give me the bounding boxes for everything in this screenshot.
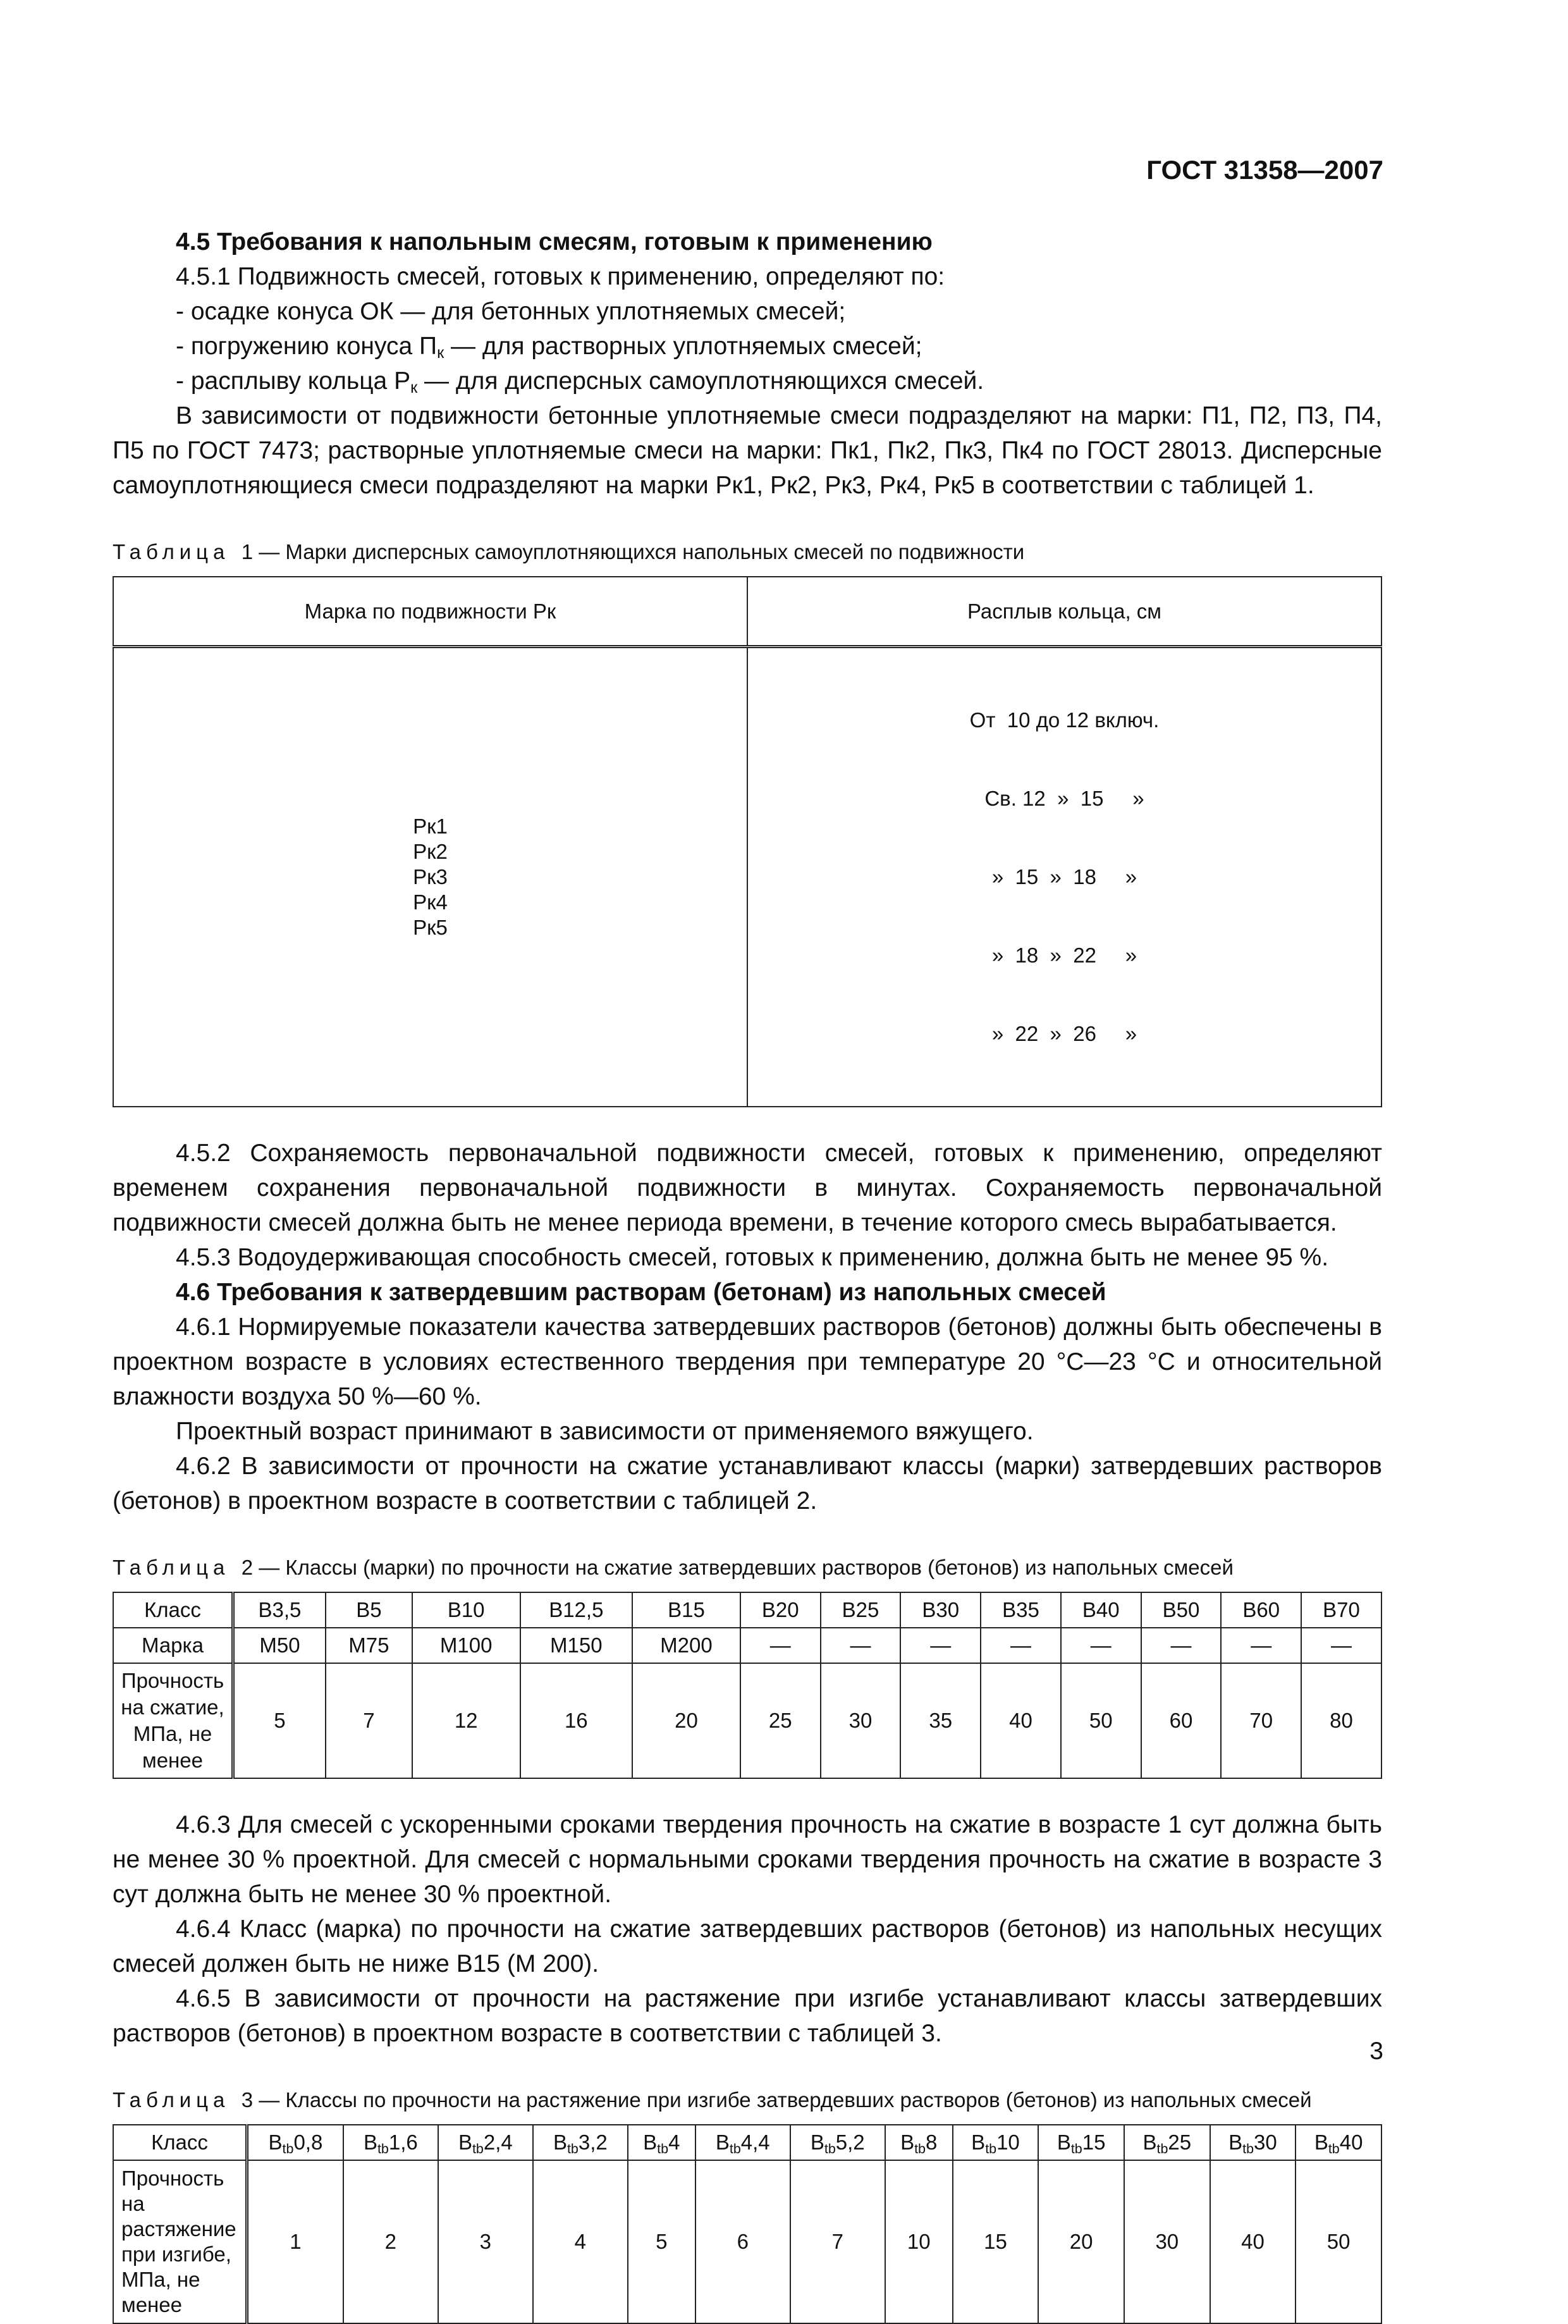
table1-header-spread: Расплыв кольца, см — [747, 577, 1381, 647]
table3-class-cell: $В_{tb}8$ — [885, 2125, 953, 2160]
table2-class-cell: В15 — [632, 1592, 740, 1628]
table2-class-cell: В25 — [821, 1592, 901, 1628]
table2-class-cell: В12,5 — [520, 1592, 633, 1628]
table2-class-cell: В10 — [412, 1592, 520, 1628]
table2-class-cell: В5 — [326, 1592, 412, 1628]
section-4-5-heading: 4.5 Требования к напольным смесям, готовым к применению — [176, 228, 933, 255]
table1-grade: Рк5 — [413, 916, 448, 939]
table2-mark-cell: М75 — [326, 1628, 412, 1663]
table3-strength-cell: 50 — [1295, 2160, 1381, 2323]
table1-header-grade: Марка по подвижности Рк — [113, 577, 747, 647]
table1-grade: Рк3 — [413, 865, 448, 888]
table3-class-cell: $В_{tb}5,2$ — [790, 2125, 885, 2160]
table2-class-cell: В70 — [1301, 1592, 1381, 1628]
paragraph-4-6-5: 4.6.5 В зависимости от прочности на растяжение при изгибе устанавливают классы затвердевших растворов (бетонов) в проектном возрасте в соответствии с таблицей 3. — [113, 1985, 1382, 2047]
table2-strength-cell: 50 — [1061, 1663, 1141, 1778]
table2-strength-cell: 30 — [821, 1663, 901, 1778]
table3-class-cell: $В_{tb}0,8$ — [247, 2125, 343, 2160]
bullet-cone-slump: - осадке конуса ОК — для бетонных уплотняемых смесей; — [176, 298, 846, 325]
table3-strength-cell: 10 — [885, 2160, 953, 2323]
table2-strength-cell: 12 — [412, 1663, 520, 1778]
paragraph-4-6-3: 4.6.3 Для смесей с ускоренными сроками твердения прочность на сжатие в возрасте 1 сут должна быть не менее 30 % проектной. Для смесей с нормальными сроками твердения прочность на сжатие в возрасте 3 сут должна быть не менее 30 % проектной. — [113, 1811, 1382, 1908]
table3-strength-cell: 20 — [1038, 2160, 1124, 2323]
table3-strength-cell: 1 — [247, 2160, 343, 2323]
table1-spread — [747, 647, 1381, 1107]
table3-class-cell: $В_{tb}10$ — [953, 2125, 1039, 2160]
bullet-ring-spread: - расплыву кольца $Р_к$ — для дисперсных самоуплотняющихся смесей. — [176, 367, 984, 397]
table3-class-cell: $В_{tb}1,6$ — [343, 2125, 438, 2160]
table2-class-cell: В20 — [740, 1592, 821, 1628]
table2-strength-cell: 70 — [1221, 1663, 1301, 1778]
table3-class-cell: $В_{tb}40$ — [1295, 2125, 1381, 2160]
table1-spread-value: Св. 12 » 15 » — [984, 787, 1144, 810]
table2 — [113, 1592, 1382, 1779]
paragraph-4-6-4: 4.6.4 Класс (марка) по прочности на сжатие затвердевших растворов (бетонов) из напольных несущих смесей должен быть не ниже В15 (М 200). — [113, 1915, 1382, 1977]
table2-mark-cell: — — [900, 1628, 981, 1663]
table3 — [113, 2124, 1382, 2324]
table1-spread-value: » 18 » 22 » — [991, 944, 1137, 967]
table3-row-class — [113, 2125, 1381, 2160]
table2-class-cell: В30 — [900, 1592, 981, 1628]
table2-mark-cell: — — [981, 1628, 1061, 1663]
table1-grades — [113, 647, 747, 1107]
table2-strength-cell: 20 — [632, 1663, 740, 1778]
table1-caption: Таблица 1 — Марки дисперсных самоуплотняющихся напольных смесей по подвижности — [113, 540, 1025, 563]
table2-mark-cell: — — [1141, 1628, 1222, 1663]
table3-class-cell: $В_{tb}25$ — [1124, 2125, 1210, 2160]
table3-strength-cell: 3 — [438, 2160, 533, 2323]
table2-strength-cell: 40 — [981, 1663, 1061, 1778]
table2-caption: Таблица 2 — Классы (марки) по прочности на сжатие затвердевших растворов (бетонов) из напольных смесей — [113, 1556, 1234, 1579]
paragraph-design-age: Проектный возраст принимают в зависимости от применяемого вяжущего. — [176, 1418, 1034, 1445]
page-number: 3 — [1369, 2038, 1383, 2065]
table1-grade: Рк4 — [413, 890, 448, 914]
table3-strength-cell: 2 — [343, 2160, 438, 2323]
table2-class-cell: В3,5 — [233, 1592, 326, 1628]
paragraph-4-5-3: 4.5.3 Водоудерживающая способность смесей, готовых к применению, должна быть не менее 95 %. — [176, 1244, 1329, 1271]
table2-mark-cell: — — [821, 1628, 901, 1663]
table2-row-mark — [113, 1628, 1381, 1663]
table1-grade: Рк1 — [413, 815, 448, 838]
paragraph-4-5-2: 4.5.2 Сохраняемость первоначальной подвижности смесей, готовых к применению, определяют временем сохранения первоначальной подвижности в минутах. Сохраняемость первоначальной подвижности смесей должна быть не менее периода времени, в течение которого смесь вырабатывается. — [113, 1140, 1382, 1236]
table3-caption: Таблица 3 — Классы по прочности на растяжение при изгибе затвердевших растворов (бетонов) из напольных смесей — [113, 2088, 1312, 2112]
table1 — [113, 576, 1382, 1107]
table1-spread-value: » 15 » 18 » — [991, 865, 1137, 888]
table3-strength-cell: 30 — [1124, 2160, 1210, 2323]
document-body — [113, 224, 1382, 2324]
table2-class-cell: В40 — [1061, 1592, 1141, 1628]
table3-label-class: Класс — [113, 2125, 247, 2160]
table2-mark-cell: М150 — [520, 1628, 633, 1663]
table2-label-mark: Марка — [113, 1628, 233, 1663]
table3-class-cell: $В_{tb}30$ — [1210, 2125, 1296, 2160]
table2-row-class — [113, 1592, 1381, 1628]
table2-row-strength — [113, 1663, 1381, 1778]
table1-spread-value: От 10 до 12 включ. — [969, 708, 1160, 732]
table3-label-strength: Прочность на растяжение при изгибе, МПа, не менее — [113, 2160, 247, 2323]
table2-mark-cell: — — [1301, 1628, 1381, 1663]
table2-label-class: Класс — [113, 1592, 233, 1628]
paragraph-mobility-grades: В зависимости от подвижности бетонные уплотняемые смеси подразделяют на марки: П1, П2, П3, П4, П5 по ГОСТ 7473; растворные уплотняемые смеси на марки: Пк1, Пк2, Пк3, Пк4 по ГОСТ 28013. Дисперсные самоуплотняющиеся смеси подразделяют на марки Рк1, Рк2, Рк3, Рк4, Рк5 в соответствии с таблицей 1. — [113, 402, 1382, 499]
table2-class-cell: В60 — [1221, 1592, 1301, 1628]
table2-strength-cell: 16 — [520, 1663, 633, 1778]
table3-strength-cell: 4 — [533, 2160, 628, 2323]
table2-mark-cell: — — [1061, 1628, 1141, 1663]
table1-grade: Рк2 — [413, 840, 448, 863]
table2-strength-cell: 25 — [740, 1663, 821, 1778]
table3-class-cell: $В_{tb}15$ — [1038, 2125, 1124, 2160]
table3-strength-cell: 5 — [628, 2160, 695, 2323]
table2-mark-cell: М50 — [233, 1628, 326, 1663]
table2-mark-cell: М200 — [632, 1628, 740, 1663]
bullet-cone-penetration: - погружению конуса $П_к$ — для растворных уплотняемых смесей; — [176, 333, 922, 362]
table3-class-cell: $В_{tb}2,4$ — [438, 2125, 533, 2160]
table1-spread-value: » 22 » 26 » — [991, 1022, 1137, 1045]
table2-strength-cell: 80 — [1301, 1663, 1381, 1778]
table3-class-cell: $В_{tb}4$ — [628, 2125, 695, 2160]
table2-strength-cell: 7 — [326, 1663, 412, 1778]
table3-class-cell: $В_{tb}3,2$ — [533, 2125, 628, 2160]
table2-class-cell: В35 — [981, 1592, 1061, 1628]
document-number: ГОСТ 31358—2007 — [1146, 155, 1383, 185]
section-4-6-heading: 4.6 Требования к затвердевшим растворам (бетонам) из напольных смесей — [176, 1279, 1106, 1306]
table2-mark-cell: — — [740, 1628, 821, 1663]
table3-class-cell: $В_{tb}4,4$ — [695, 2125, 790, 2160]
table2-strength-cell: 60 — [1141, 1663, 1222, 1778]
table2-mark-cell: — — [1221, 1628, 1301, 1663]
table3-strength-cell: 7 — [790, 2160, 885, 2323]
table2-mark-cell: М100 — [412, 1628, 520, 1663]
table2-strength-cell: 5 — [233, 1663, 326, 1778]
table2-label-strength: Прочность на сжатие, МПа, не менее — [113, 1663, 233, 1778]
table3-strength-cell: 40 — [1210, 2160, 1296, 2323]
table3-strength-cell: 15 — [953, 2160, 1039, 2323]
paragraph-4-6-1: 4.6.1 Нормируемые показатели качества затвердевших растворов (бетонов) должны быть обеспечены в проектном возрасте в условиях естественного твердения при температуре 20 °С—23 °С и относительной влажности воздуха 50 %—60 %. — [113, 1313, 1382, 1410]
table3-strength-cell: 6 — [695, 2160, 790, 2323]
paragraph-4-6-2: 4.6.2 В зависимости от прочности на сжатие устанавливают классы (марки) затвердевших растворов (бетонов) в проектном возрасте в соответствии с таблицей 2. — [113, 1453, 1382, 1515]
table2-strength-cell: 35 — [900, 1663, 981, 1778]
table3-row-strength — [113, 2160, 1381, 2323]
table2-class-cell: В50 — [1141, 1592, 1222, 1628]
paragraph-4-5-1: 4.5.1 Подвижность смесей, готовых к применению, определяют по: — [176, 263, 945, 290]
